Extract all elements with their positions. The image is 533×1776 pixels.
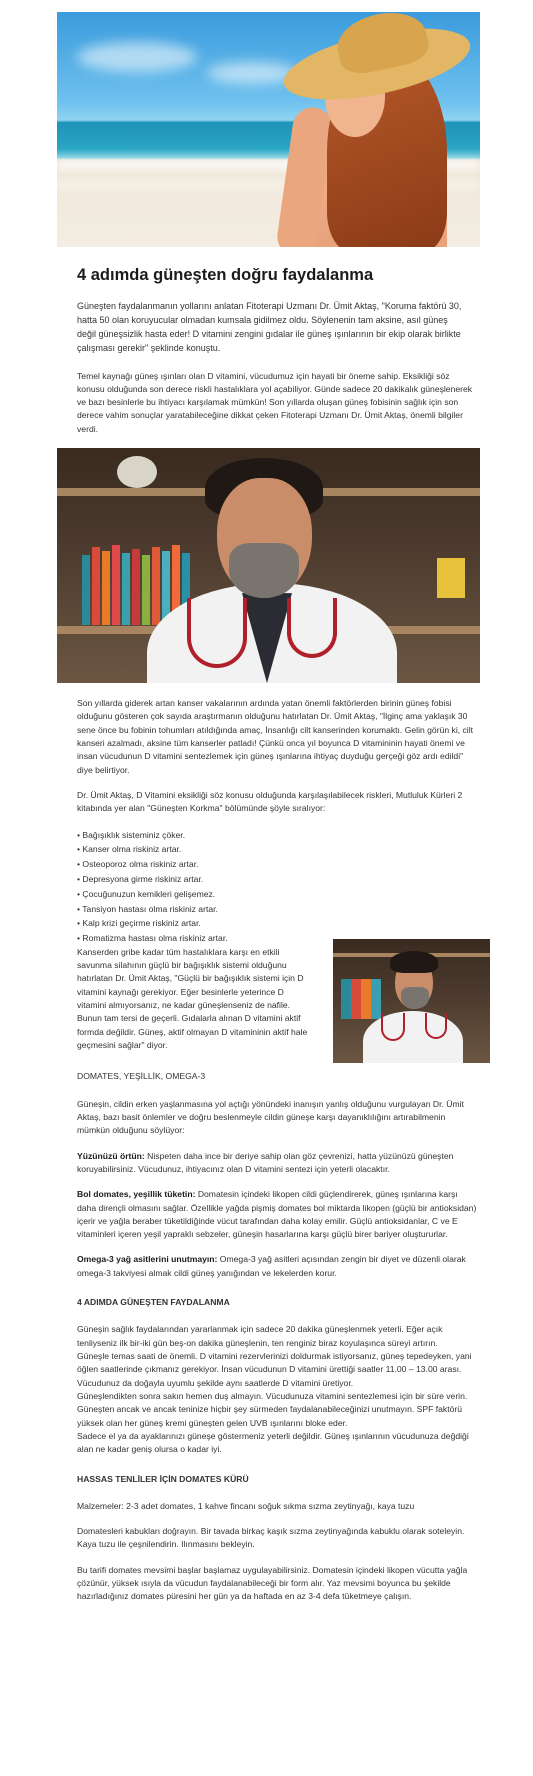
- steps-list: [77, 1323, 477, 1456]
- list-item: • Osteoporoz olma riskiniz artar.: [77, 857, 477, 872]
- list-item: • Kanser olma riskiniz artar.: [77, 842, 477, 857]
- paragraph: Domatesleri kabukları doğrayın. Bir tavada birkaç kaşık sızma zeytinyağında kabuklu olarak soteleyin. Kaya tuzu ile çeşnilendirin. Ilınmasını bekleyin.: [77, 1526, 465, 1550]
- tip-paragraph: [77, 1188, 477, 1241]
- paragraph: Dr. Ümit Aktaş, D Vitamini eksikliği söz konusu olduğunda karşılaşılabilecek riskleri, Mutluluk Kürleri 2 kitabında yer alan "Güneşten Korkma" bölümünde şöyle sıralıyor:: [77, 789, 463, 814]
- step-item: Sadece el ya da ayaklarınızı güneşe göstermeniz yeterli değildir. Güneş ışınlarının vücudunuza değdiği alan ne kadar geniş olursa o kadar iyi.: [77, 1430, 469, 1455]
- list-item: • Çocuğunuzun kemikleri gelişemez.: [77, 887, 477, 902]
- tip-text: Omega-3 yağ asitleri açısından zengin bir diyet ve düzenli olarak omega-3 takviyesi almak cildi güneş yanığından ve lekelerden korur.: [77, 1254, 466, 1278]
- paragraph: Temel kaynağı güneş ışınları olan D vitamini, vücudumuz için hayati bir öneme sahip. Eksikliği söz konusu olduğunda son derece riskli hastalıklara yol açabiliyor. Günde sadece 20 dakikalık güneşlenerek ve bazı besinlerle bu ihtiyacı karşılamak mümkün! Son yıllarda oluşan güneş fobisinin sağlık için son derece vahim sonuçlar yaratabileceğine dikkat çeken Fitoterapi Uzmanı Dr. Ümit Aktaş, önemli bilgiler verdi.: [77, 370, 473, 434]
- tip-heading: Omega-3 yağ asitlerini unutmayın:: [77, 1254, 218, 1265]
- article: [57, 12, 477, 1616]
- list-item: • Tansiyon hastası olma riskiniz artar.: [77, 902, 477, 917]
- doctor-photo-small: [333, 939, 490, 1063]
- list-item: • Romatizma hastası olma riskiniz artar.: [77, 931, 477, 946]
- list-item: • Kalp krizi geçirme riskiniz artar.: [77, 916, 477, 931]
- list-item: • Bağışıklık sisteminiz çöker.: [77, 828, 477, 843]
- paragraph: Bu tarifi domates mevsimi başlar başlamaz uygulayabilirsiniz. Domatesin içindeki likopen vücutta yağla çözünür, yüksek ısıyla da vücudun faydalanabileceği bir form alır. Yaz mevsimi boyunca bu şekilde hazırladığınız domates püresini her gün ya da haftada en az 3-4 defa tüketmeye çalışın.: [77, 1564, 468, 1602]
- hero-image-beach-woman: [57, 12, 480, 247]
- tip-text: Domatesin içindeki likopen cildi güçlendirerek, güneş ışınlarına karşı daha dirençli olmasını sağlar. Özellikle yağda pişmiş domates bol miktarda likopen (güçlü bir antioksidan) içerir ve yağla beraber tüketildiğinde vücut tarafından daha kolay emilir. Güçlü antioksidanlar, C ve E vitaminleri içeren yeşil yapraklı sebzeler, güneşin hasarlarına karşı güçlü birer bariyer oluştururlar.: [77, 1189, 477, 1240]
- section-heading: DOMATES, YEŞİLLİK, OMEGA-3: [77, 1071, 206, 1082]
- paragraph: Son yıllarda giderek artan kanser vakalarının ardında yatan önemli faktörlerden birinin güneş fobisi olduğunu gösteren çok sayıda araştırmanın olduğunu hatırlatan Dr. Ümit Aktaş, "İlginç ama yaklaşık 30 sene önce bu fobinin tohumları atıldığında amaç, İnsanlığı cilt kanserinden korumaktı. Gelin görün ki, cilt kanseri azalmadı, aksine tüm kanserler patladı! Çünkü onca yıl boyunca D vitamininin hayati önemi ve insan vücudunun D vitamini sentezlemek için güneş ışınlarına ihtiyaç duyduğu gerçeği göz ardı edildi" diye belirtiyor.: [77, 698, 474, 775]
- step-item: Güneşten ancak ve ancak teninize hiçbir şey sürmeden faydalanabileceğinizi unutmayın. SPF faktörü yüksek olan her güneş kremi güneşten gelen UVB ışınlarını bloke eder.: [77, 1404, 463, 1428]
- article-intro: Güneşten faydalanmanın yollarını anlatan Fitoterapi Uzmanı Dr. Ümit Aktaş, "Koruma faktörü 30, hatta 50 olan koruyucular olmadan kumsala gidilmez oldu. Söylenenin tam aksine, asıl güneş değil güneşsizlik hasta eder! D vitamini zengini gıdalar ile güneş ışınlarının bir ekip olarak birlikte çalışması gerekir" şeklinde konuştu.: [77, 300, 462, 353]
- tip-heading: Yüzünüzü örtün:: [77, 1150, 145, 1161]
- list-item: • Depresyona girme riskiniz artar.: [77, 872, 477, 887]
- step-item: Güneşin sağlık faydalarından yararlanmak için sadece 20 dakika güneşlenmek yeterli. Eğer açık tenliyseniz ilk bir-iki gün beş-on dakika güneşlenin, ten renginiz biraz koyulaşınca süreyi artırın.: [77, 1324, 443, 1348]
- float-section: [77, 946, 477, 1053]
- paragraph: Kanserden gribe kadar tüm hastalıklara karşı en etkili savunma silahının güçlü bir bağışıklık sistemi olduğunu hatırlatan Dr. Ümit Aktaş, "Güçlü bir bağışıklık sistemi için D vitamini kaynağı gerekiyor. Eğer besinlerle yeterince D vitamini almıyorsanız, ne kadar güneşlenseniz de nafile. Bunun tam tersi de geçerli. Gıdalarla alınan D vitamini aktif formda değildir. Güneş, aktif olmayan D vitamininin aktif hale geçmesini sağlar" diyor.: [77, 946, 308, 1051]
- tip-paragraph: [77, 1253, 477, 1280]
- paragraph: Güneşin, cildin erken yaşlanmasına yol açtığı yönündeki inanışın yanlış olduğunu vurgulayan Dr. Ümit Aktaş, bazı basit önlemler ve doğru beslenmeyle cildin güneşe karşı dayanıklılığını artırabilmenin mümkün olduğunu söylüyor:: [77, 1098, 464, 1136]
- article-title: 4 adımda güneşten doğru faydalanma: [77, 266, 374, 284]
- tip-text: Nispeten daha ince bir deriye sahip olan göz çevrenizi, hatta yüzünüzü güneşten koruyabilirsiniz. Vücudunuz, ihtiyacınız olan D vitamini sentezi için yeterli olacaktır.: [77, 1150, 454, 1174]
- risk-list: [77, 828, 477, 946]
- step-item: Güneşlendikten sonra sakın hemen duş almayın. Vücudunuza vitamini sentezlemesi için bir süre verin.: [77, 1390, 468, 1401]
- paragraph: Malzemeler: 2-3 adet domates, 1 kahve fincanı soğuk sıkma sızma zeytinyağı, kaya tuzu: [77, 1500, 415, 1511]
- section-heading: 4 ADIMDA GÜNEŞTEN FAYDALANMA: [77, 1297, 230, 1308]
- doctor-photo: [57, 448, 480, 683]
- tip-heading: Bol domates, yeşillik tüketin:: [77, 1189, 196, 1200]
- tip-paragraph: [77, 1150, 477, 1177]
- step-item: Güneşle temas saati de önemli. D vitamini rezervlerinizi doldurmak istiyorsanız, güneş tepedeyken, yani öğlen saatlerinde çıkmanız gerekiyor. İnsan vücudunun D vitamini ürettiği saatler 11.00 – 13.00 arası. Vücudunuz da doğayla uyumlu şekilde aynı saatlerde D vitamini üretiyor.: [77, 1351, 472, 1388]
- section-heading: HASSAS TENLİLER İÇİN DOMATES KÜRÜ: [77, 1473, 249, 1484]
